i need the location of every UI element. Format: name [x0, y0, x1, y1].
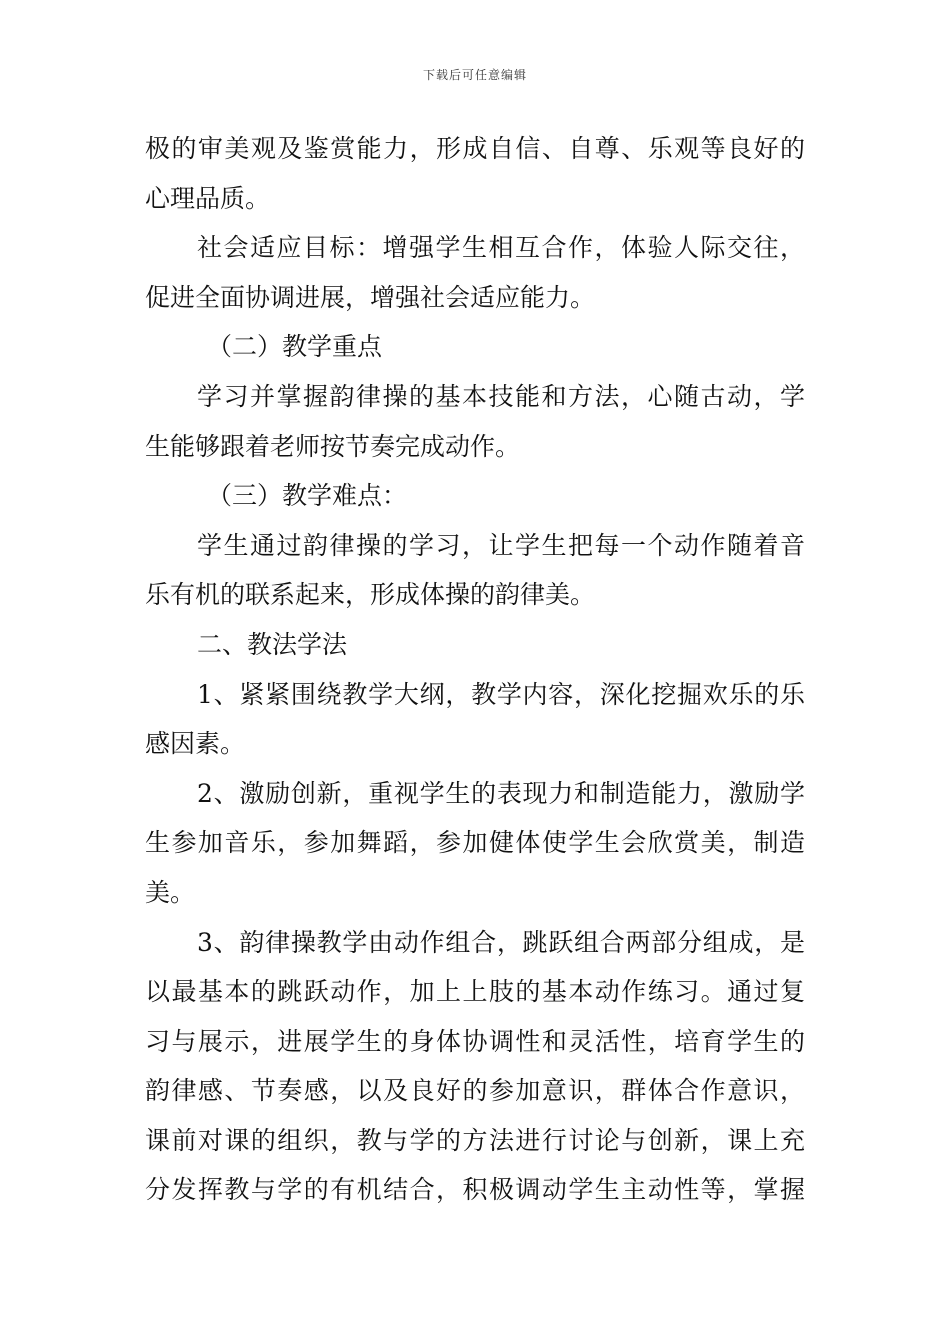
text-line: 分发挥教与学的有机结合，积极调动学生主动性等，掌握	[145, 1175, 805, 1205]
text-line: 习与展示，进展学生的身体协调性和灵活性，培育学生的	[145, 1026, 805, 1056]
text-line: 3、韵律操教学由动作组合，跳跃组合两部分组成，是	[197, 927, 805, 957]
text-line: 美。	[145, 877, 196, 907]
text-line: 促进全面协调进展，增强社会适应能力。	[145, 282, 596, 312]
text-line: 社会适应目标：增强学生相互合作，体验人际交往，	[197, 233, 805, 263]
text-line: 课前对课的组织，教与学的方法进行讨论与创新，课上充	[145, 1125, 805, 1155]
text-line: （三）教学难点：	[207, 481, 408, 511]
text-line: 二、教法学法	[197, 629, 348, 659]
text-line: 心理品质。	[145, 183, 271, 213]
document-body	[145, 124, 805, 1215]
text-line: 生能够跟着老师按节奏完成动作。	[145, 431, 521, 461]
text-line: 乐有机的联系起来，形成体操的韵律美。	[145, 580, 596, 610]
text-line: （二）教学重点	[207, 332, 383, 362]
text-line: 极的审美观及鉴赏能力，形成自信、自尊、乐观等良好的	[145, 134, 805, 163]
text-line: 生参加音乐，参加舞蹈，参加健体使学生会欣赏美，制造	[145, 828, 805, 858]
text-line: 学习并掌握韵律操的基本技能和方法，心随古动，学	[197, 381, 805, 411]
text-line: 以最基本的跳跃动作，加上上肢的基本动作练习。通过复	[145, 977, 805, 1007]
text-line: 2、激励创新，重视学生的表现力和制造能力，激励学	[197, 778, 805, 808]
text-line: 1、紧紧围绕教学大纲，教学内容，深化挖掘欢乐的乐	[197, 679, 805, 709]
text-line: 感因素。	[145, 729, 246, 759]
page-header: 下载后可任意编辑	[422, 68, 527, 82]
text-line: 学生通过韵律操的学习，让学生把每一个动作随着音	[197, 530, 805, 560]
text-line: 韵律感、节奏感，以及良好的参加意识，群体合作意识，	[145, 1076, 805, 1106]
